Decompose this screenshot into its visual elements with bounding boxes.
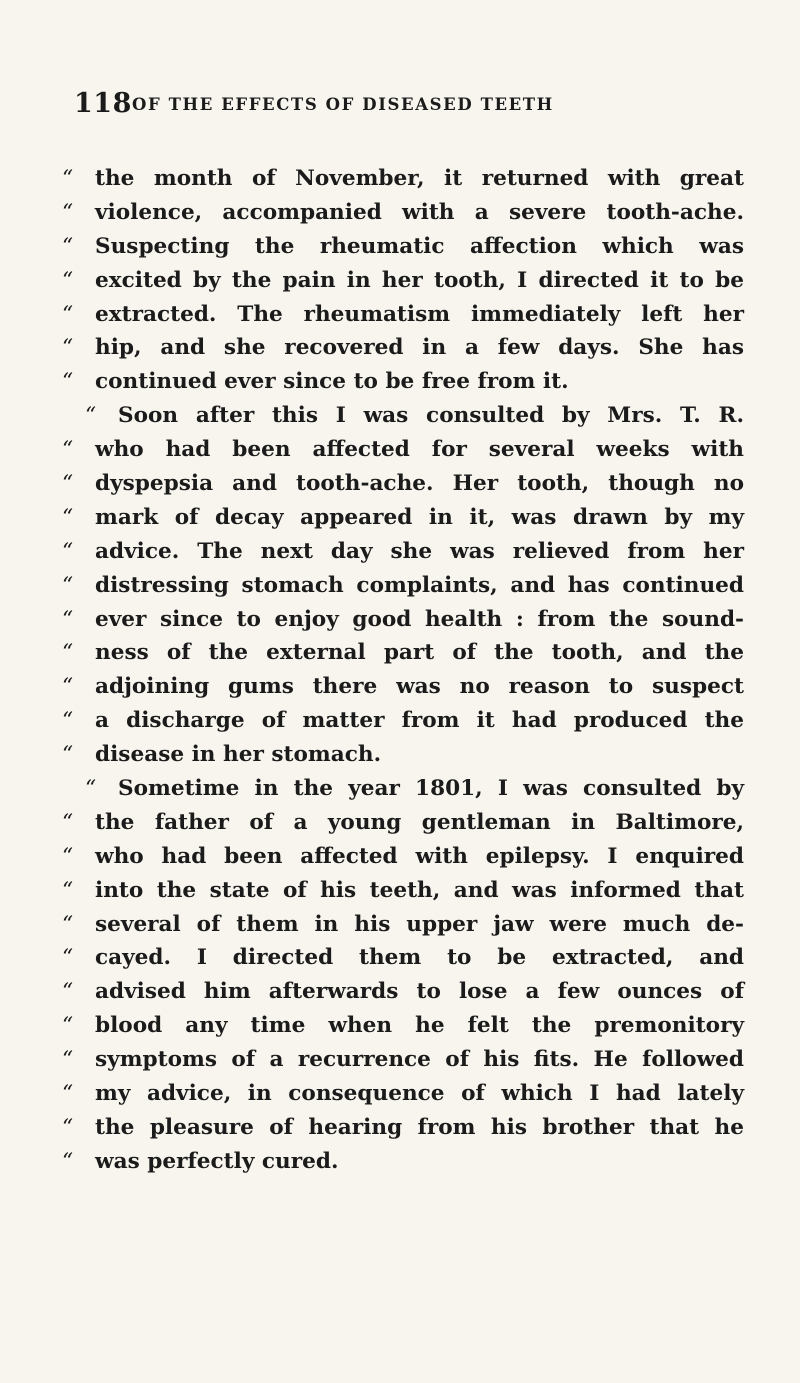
quote-mark: “	[62, 301, 74, 327]
line-text: several of them in his upper jaw were much de-	[95, 911, 744, 937]
text-line	[62, 636, 744, 670]
line-text: the pleasure of hearing from his brother that he	[95, 1114, 744, 1140]
paragraph-start-line	[62, 399, 744, 433]
line-text: ever since to enjoy good health : from the sound-	[95, 606, 744, 632]
page-number: 118	[74, 88, 132, 119]
text-line	[62, 670, 744, 704]
line-text: a discharge of matter from it had produced the	[95, 708, 744, 734]
text-line	[62, 264, 744, 298]
line-text: my advice, in consequence of which I had lately	[95, 1081, 744, 1107]
line-text: the month of November, it returned with great	[95, 166, 744, 191]
quote-mark: “	[62, 843, 74, 869]
quote-mark: “	[62, 1148, 74, 1174]
text-line	[62, 1145, 744, 1179]
text-line	[62, 1043, 744, 1077]
quote-mark: “	[62, 572, 74, 598]
quote-mark: “	[62, 809, 74, 835]
line-text: symptoms of a recurrence of his fits. He followed	[95, 1047, 744, 1073]
line-text: ness of the external part of the tooth, and the	[95, 640, 744, 666]
line-text: Suspecting the rheumatic affection which was	[95, 233, 744, 259]
line-text: cayed. I directed them to be extracted, and	[95, 945, 744, 971]
line-text: who had been affected with epilepsy. I enquired	[95, 843, 744, 869]
line-text: was perfectly cured.	[95, 1148, 339, 1174]
text-line	[62, 162, 744, 196]
line-text: the father of a young gentleman in Baltimore,	[95, 809, 744, 835]
line-text: mark of decay appeared in it, was drawn by my	[95, 504, 744, 530]
quote-mark: “	[62, 606, 74, 632]
quote-mark: “	[62, 979, 74, 1005]
text-line	[62, 908, 744, 942]
quote-mark: “	[62, 471, 74, 497]
line-text: Soon after this I was consulted by Mrs. T. R.	[118, 403, 744, 429]
line-text: extracted. The rheumatism immediately left her	[95, 301, 744, 327]
text-line	[62, 874, 744, 908]
text-line	[62, 704, 744, 738]
quote-mark: “	[62, 742, 74, 768]
text-line	[62, 230, 744, 264]
paragraph-start-line	[62, 772, 744, 806]
quote-mark: “	[62, 1047, 74, 1073]
text-line	[62, 467, 744, 501]
quote-mark: “	[62, 1081, 74, 1107]
quote-mark: “	[62, 538, 74, 564]
quote-mark: “	[62, 911, 74, 937]
line-text: into the state of his teeth, and was informed that	[95, 877, 744, 903]
quote-mark: “	[62, 267, 74, 293]
quote-mark: “	[62, 945, 74, 971]
text-line	[62, 569, 744, 603]
text-line	[62, 1111, 744, 1145]
quote-mark: “	[62, 1114, 74, 1140]
text-line	[62, 840, 744, 874]
text-line	[62, 433, 744, 467]
line-text: continued ever since to be free from it.	[95, 369, 569, 395]
quote-mark: “	[62, 708, 74, 734]
line-text: disease in her stomach.	[95, 742, 382, 768]
quote-mark: “	[62, 437, 74, 463]
text-line	[62, 738, 744, 772]
text-line	[62, 603, 744, 637]
quote-mark: “	[62, 199, 74, 225]
quote-mark: “	[85, 776, 97, 802]
line-text: advised him afterwards to lose a few ounces of	[95, 979, 744, 1005]
line-text: advice. The next day she was relieved from her	[95, 538, 744, 564]
quote-mark: “	[62, 1013, 74, 1039]
line-text: blood any time when he felt the premonitory	[95, 1013, 744, 1039]
quote-mark: “	[62, 877, 74, 903]
text-line	[62, 196, 744, 230]
quote-mark: “	[62, 674, 74, 700]
line-text: dyspepsia and tooth-ache. Her tooth, though no	[95, 471, 744, 497]
line-text: Sometime in the year 1801, I was consulted by	[118, 776, 744, 802]
text-line	[62, 1009, 744, 1043]
line-text: adjoining gums there was no reason to suspect	[95, 674, 744, 700]
line-text: excited by the pain in her tooth, I directed it to be	[95, 267, 744, 293]
text-line	[62, 806, 744, 840]
text-line	[62, 298, 744, 332]
line-text: who had been affected for several weeks with	[95, 437, 744, 463]
body-text	[62, 162, 744, 1179]
quote-mark: “	[62, 166, 74, 191]
line-text: distressing stomach complaints, and has continued	[95, 572, 744, 598]
quote-mark: “	[85, 403, 97, 429]
quote-mark: “	[62, 233, 74, 259]
quote-mark: “	[62, 504, 74, 530]
text-line	[62, 535, 744, 569]
line-text: hip, and she recovered in a few days. She has	[95, 335, 744, 361]
page-header	[74, 88, 754, 128]
quote-mark: “	[62, 640, 74, 666]
text-line	[62, 1077, 744, 1111]
text-line	[62, 365, 744, 399]
text-line	[62, 501, 744, 535]
text-line	[62, 975, 744, 1009]
text-line	[62, 331, 744, 365]
quote-mark: “	[62, 335, 74, 361]
text-line	[62, 941, 744, 975]
line-text: violence, accompanied with a severe tooth-ache.	[95, 199, 744, 225]
quote-mark: “	[62, 369, 74, 395]
running-title: OF THE EFFECTS OF DISEASED TEETH	[132, 95, 554, 114]
